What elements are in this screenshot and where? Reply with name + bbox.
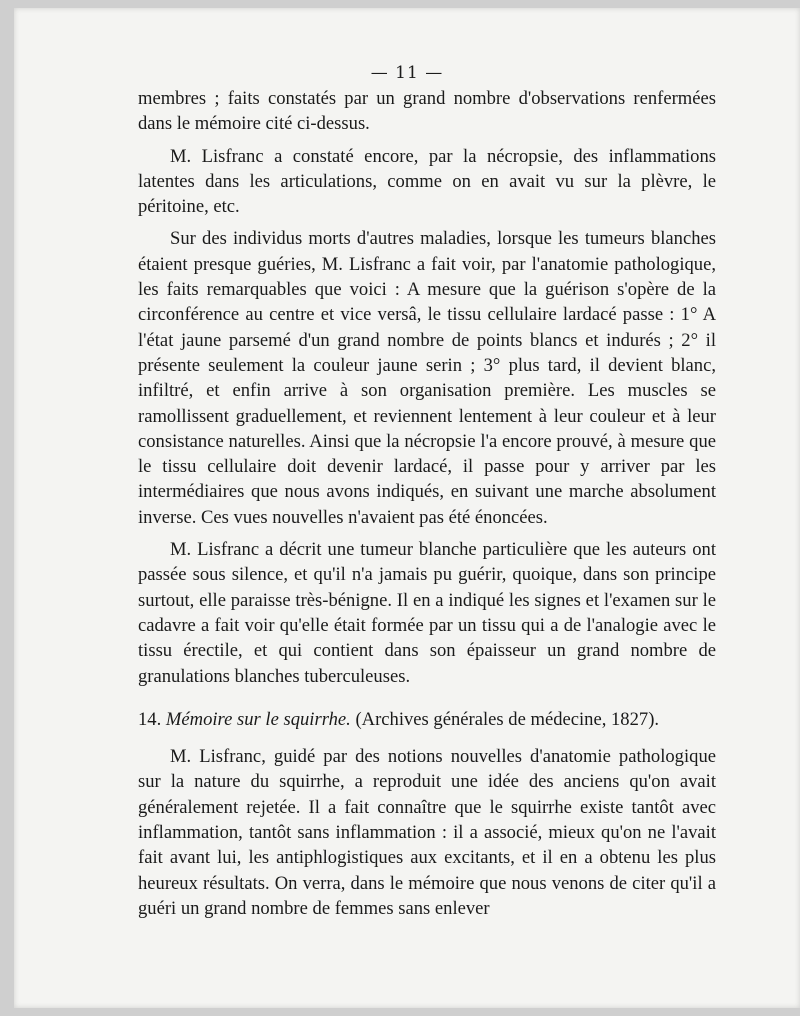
page-number: — 11 — [370, 63, 444, 83]
document-page [14, 8, 800, 1008]
section-title: Mémoire sur le squirrhe. [165, 708, 351, 730]
section-source: (Archives générales de médecine, 1827). [355, 708, 660, 730]
paragraph-3: Sur des individus morts d'autres maladies, lorsque les tumeurs blanches étaient presque guéries, M. Lisfranc a fait voir, par l'anatomie pathologique, les faits remarquables que voici : A mesure que la guérison s'opère de la circonférence au centre et vice versâ, le tissu cellulaire lardacé passe : 1° A l'état jaune parsemé d'un grand nombre de points blancs et indurés ; 2° il présente seulement la couleur jaune serin ; 3° plus tard, il devient blanc, infiltré, et enfin arrive à son organisation première. Les muscles se ramollissent graduellement, et reviennent lentement à leur couleur et à leur consistance naturelles. Ainsi que la nécropsie l'a encore prouvé, à mesure que le tissu cellulaire doit devenir lardacé, il passe pour y arriver par les intermédiaires que nous avons indiqués, en suivant une marche absolument inverse. Ces vues nouvelles n'avaient pas été énoncées. [138, 228, 716, 528]
section-number: 14. [138, 708, 162, 730]
paragraph-4: M. Lisfranc a décrit une tumeur blanche particulière que les auteurs ont passée sous silence, et qu'il n'a jamais pu guérir, quoique, dans son principe surtout, elle paraisse très-bénigne. Il en a indiqué les signes et l'examen sur le cadavre a fait voir qu'elle était formée par un tissu qui a de l'analogie avec le tissu érectile, et qui contient dans son épaisseur un grand nombre de granulations blanches tuberculeuses. [138, 539, 716, 687]
section-heading [138, 707, 716, 732]
paragraph-1: membres ; faits constatés par un grand nombre d'observations renfermées dans le mémoire cité ci-dessus. [138, 88, 716, 135]
body-text [138, 86, 716, 928]
paragraph-5: M. Lisfranc, guidé par des notions nouvelles d'anatomie pathologique sur la nature du squirrhe, a reproduit une idée des anciens qu'on avait généralement rejetée. Il a fait connaître que le squirrhe existe tantôt avec inflammation, tantôt sans inflammation : il a associé, mieux qu'on ne l'avait fait avant lui, les antiphlogistiques aux excitants, et il en a obtenu les plus heureux résultats. On verra, dans le mémoire que nous venons de citer qu'il a guéri un grand nombre de femmes sans enlever [138, 746, 716, 919]
paragraph-2: M. Lisfranc a constaté encore, par la nécropsie, des inflammations latentes dans les articulations, comme on en avait vu sur la plèvre, le péritoine, etc. [138, 145, 716, 218]
